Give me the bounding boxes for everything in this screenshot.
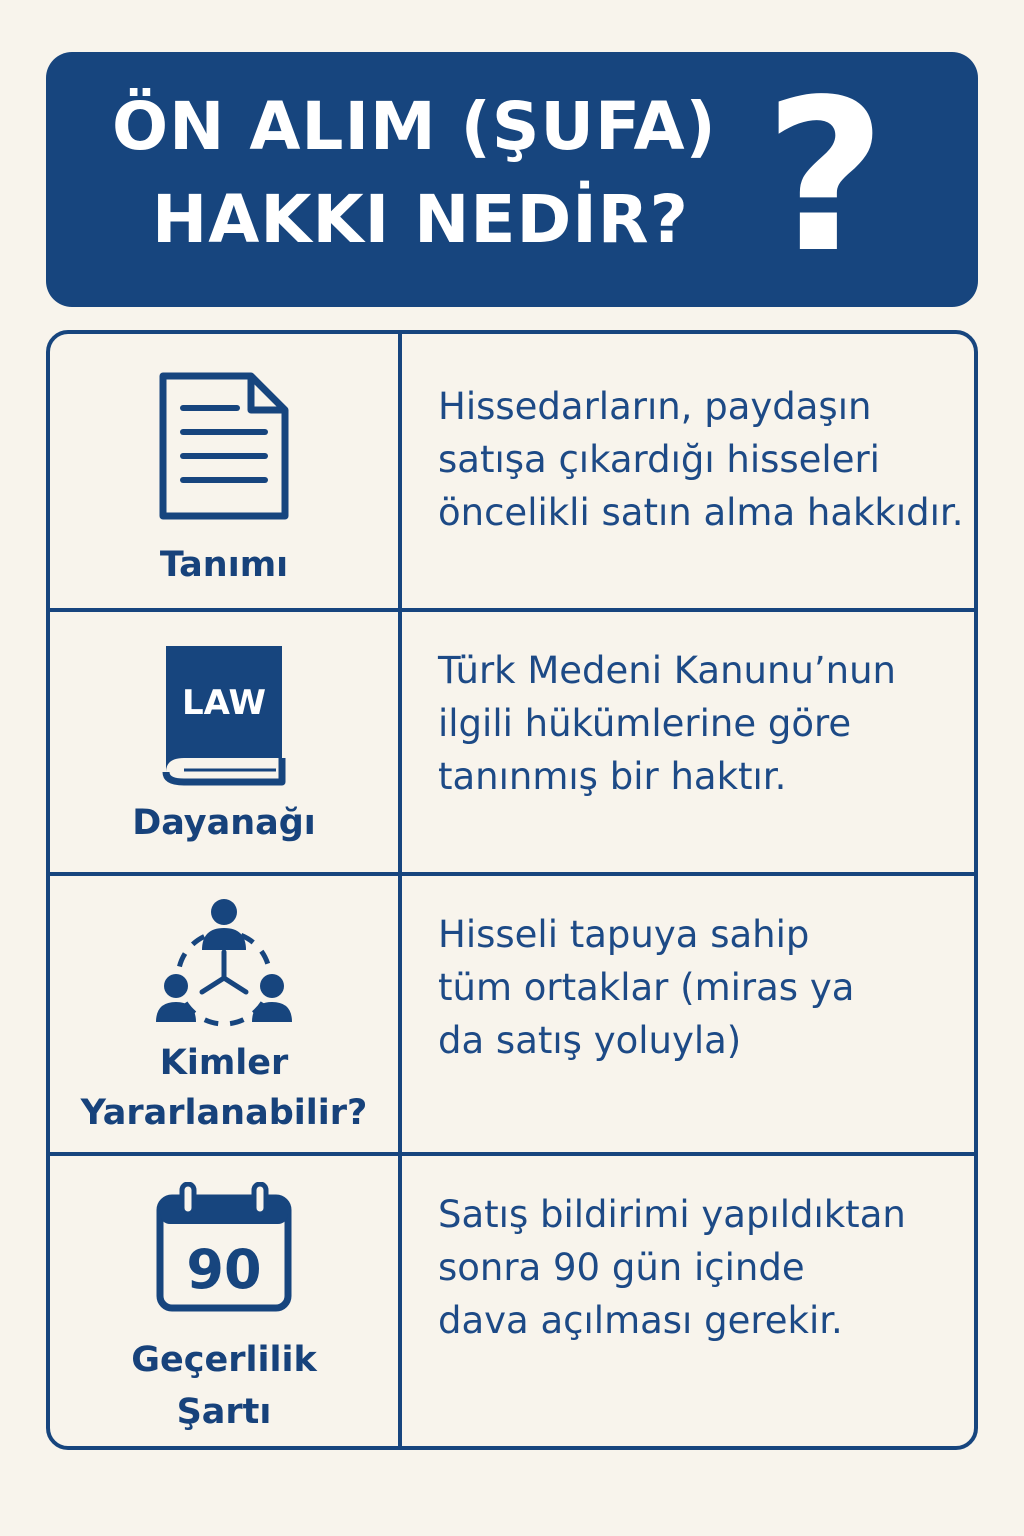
desc-line: Türk Medeni Kanunu’nun — [438, 649, 897, 692]
info-table — [46, 330, 978, 1450]
desc-line: ilgili hükümlerine göre — [438, 702, 852, 745]
title-banner — [46, 52, 978, 307]
row-label-line: Şartı — [176, 1392, 272, 1432]
desc-line: da satış yoluyla) — [438, 1019, 742, 1062]
row-label-line: Tanımı — [159, 545, 289, 585]
question-mark-icon: ? — [764, 54, 886, 299]
row-description — [438, 644, 968, 803]
row-description — [438, 1188, 968, 1347]
table-row-validity — [50, 1156, 974, 1450]
row-label-cell — [50, 612, 402, 872]
document-icon — [159, 372, 289, 520]
desc-line: satışa çıkardığı hisseleri — [438, 438, 880, 481]
row-label-cell — [50, 1156, 402, 1450]
row-label — [50, 542, 398, 588]
desc-line: öncelikli satın alma hakkıdır. — [438, 491, 964, 534]
row-label-cell — [50, 876, 402, 1152]
row-description — [438, 380, 968, 539]
row-label — [50, 1038, 398, 1138]
law-book-text: LAW — [182, 683, 266, 723]
row-label-line: Geçerlilik — [131, 1340, 317, 1380]
desc-line: Hissedarların, paydaşın — [438, 385, 872, 428]
row-label-line: Dayanağı — [132, 803, 316, 843]
row-label — [50, 1334, 398, 1438]
row-label-line: Kimler — [159, 1043, 289, 1083]
desc-line: sonra 90 gün içinde — [438, 1246, 805, 1289]
desc-line: Satış bildirimi yapıldıktan — [438, 1193, 906, 1236]
table-row-definition — [50, 334, 974, 612]
row-description — [438, 908, 968, 1067]
law-book-icon — [162, 642, 286, 786]
row-label-cell — [50, 334, 402, 608]
title-line-2: HAKKI NEDİR? — [152, 181, 689, 258]
title-line-1: ÖN ALIM (ŞUFA) — [112, 88, 717, 165]
people-network-icon — [152, 896, 296, 1032]
desc-line: tanınmış bir haktır. — [438, 755, 787, 798]
desc-line: tüm ortaklar (miras ya — [438, 966, 855, 1009]
table-row-basis — [50, 612, 974, 876]
desc-line: dava açılması gerekir. — [438, 1299, 843, 1342]
table-row-beneficiaries — [50, 876, 974, 1156]
row-label-line: Yararlanabilir? — [80, 1093, 368, 1133]
calendar-number: 90 — [186, 1238, 262, 1301]
calendar-icon — [156, 1182, 292, 1312]
row-label — [50, 800, 398, 846]
desc-line: Hisseli tapuya sahip — [438, 913, 810, 956]
